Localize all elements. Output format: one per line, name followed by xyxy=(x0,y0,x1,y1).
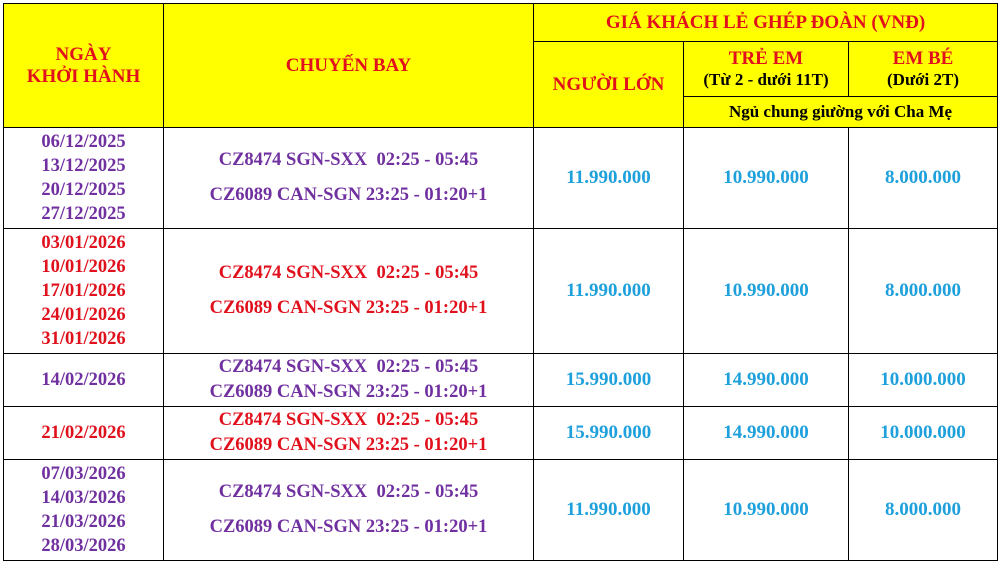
flight-line: CZ8474 SGN-SXX 02:25 - 05:45 xyxy=(218,263,479,283)
header-shared-bed-note: Ngủ chung giường với Cha Mẹ xyxy=(684,97,998,128)
departure-dates-cell xyxy=(4,460,164,561)
departure-date: 13/12/2025 xyxy=(41,156,126,176)
adult-price-cell: 11.990.000 xyxy=(534,460,684,561)
infant-price-cell: 10.000.000 xyxy=(849,354,998,407)
departure-date: 31/01/2026 xyxy=(41,329,126,349)
flight-line: CZ8474 SGN-SXX 02:25 - 05:45 xyxy=(218,150,479,170)
header-infant xyxy=(849,42,998,97)
flight-line: CZ8474 SGN-SXX 02:25 - 05:45 xyxy=(218,410,479,430)
departure-date: 14/03/2026 xyxy=(41,488,126,508)
adult-price-cell: 11.990.000 xyxy=(534,229,684,354)
flight-line: CZ8474 SGN-SXX 02:25 - 05:45 xyxy=(218,357,479,377)
adult-price-cell: 15.990.000 xyxy=(534,354,684,407)
flight-line: CZ6089 CAN-SGN 23:25 - 01:20+1 xyxy=(209,517,488,537)
departure-date: 07/03/2026 xyxy=(41,464,126,484)
departure-date: 27/12/2025 xyxy=(41,204,126,224)
departure-date: 03/01/2026 xyxy=(41,233,126,253)
flight-line: CZ6089 CAN-SGN 23:25 - 01:20+1 xyxy=(209,435,488,455)
child-price-cell: 14.990.000 xyxy=(684,407,849,460)
flights-cell xyxy=(164,407,534,460)
flights-cell xyxy=(164,354,534,407)
departure-dates-cell xyxy=(4,128,164,229)
infant-price-cell: 10.000.000 xyxy=(849,407,998,460)
child-price-cell: 10.990.000 xyxy=(684,229,849,354)
table-row xyxy=(4,354,998,407)
header-infant-age: (Dưới 2T) xyxy=(887,70,960,90)
departure-date: 20/12/2025 xyxy=(41,180,126,200)
departure-date: 10/01/2026 xyxy=(41,257,126,277)
adult-price-cell: 15.990.000 xyxy=(534,407,684,460)
departure-dates-cell xyxy=(4,229,164,354)
departure-date: 21/03/2026 xyxy=(41,512,126,532)
tour-price-table xyxy=(3,3,998,561)
flight-line: CZ8474 SGN-SXX 02:25 - 05:45 xyxy=(218,482,479,502)
header-child-age: (Từ 2 - dưới 11T) xyxy=(703,70,829,90)
header-price-group: GIÁ KHÁCH LẺ GHÉP ĐOÀN (VNĐ) xyxy=(534,4,998,42)
table-body xyxy=(4,128,998,561)
infant-price-cell: 8.000.000 xyxy=(849,460,998,561)
flights-cell xyxy=(164,229,534,354)
child-price-cell: 14.990.000 xyxy=(684,354,849,407)
header-date-line-2: KHỞI HÀNH xyxy=(26,65,141,87)
infant-price-cell: 8.000.000 xyxy=(849,128,998,229)
departure-date: 21/02/2026 xyxy=(41,423,126,443)
header-date-line-1: NGÀY xyxy=(55,43,112,65)
table-row xyxy=(4,128,998,229)
flight-line: CZ6089 CAN-SGN 23:25 - 01:20+1 xyxy=(209,298,488,318)
table-row xyxy=(4,407,998,460)
departure-date: 14/02/2026 xyxy=(41,370,126,390)
flights-cell xyxy=(164,128,534,229)
header-infant-title: EM BÉ xyxy=(892,48,954,70)
adult-price-cell: 11.990.000 xyxy=(534,128,684,229)
flight-line: CZ6089 CAN-SGN 23:25 - 01:20+1 xyxy=(209,185,488,205)
departure-date: 17/01/2026 xyxy=(41,281,126,301)
header-departure-date xyxy=(4,4,164,128)
table-row xyxy=(4,229,998,354)
table-row xyxy=(4,460,998,561)
departure-date: 28/03/2026 xyxy=(41,536,126,556)
header-child xyxy=(684,42,849,97)
header-child-title: TRẺ EM xyxy=(728,48,804,70)
departure-dates-cell xyxy=(4,407,164,460)
infant-price-cell: 8.000.000 xyxy=(849,229,998,354)
departure-dates-cell xyxy=(4,354,164,407)
departure-date: 06/12/2025 xyxy=(41,132,126,152)
child-price-cell: 10.990.000 xyxy=(684,128,849,229)
header-adult: NGƯỜI LỚN xyxy=(534,42,684,128)
flights-cell xyxy=(164,460,534,561)
departure-date: 24/01/2026 xyxy=(41,305,126,325)
header-flight: CHUYẾN BAY xyxy=(164,4,534,128)
child-price-cell: 10.990.000 xyxy=(684,460,849,561)
flight-line: CZ6089 CAN-SGN 23:25 - 01:20+1 xyxy=(209,382,488,402)
